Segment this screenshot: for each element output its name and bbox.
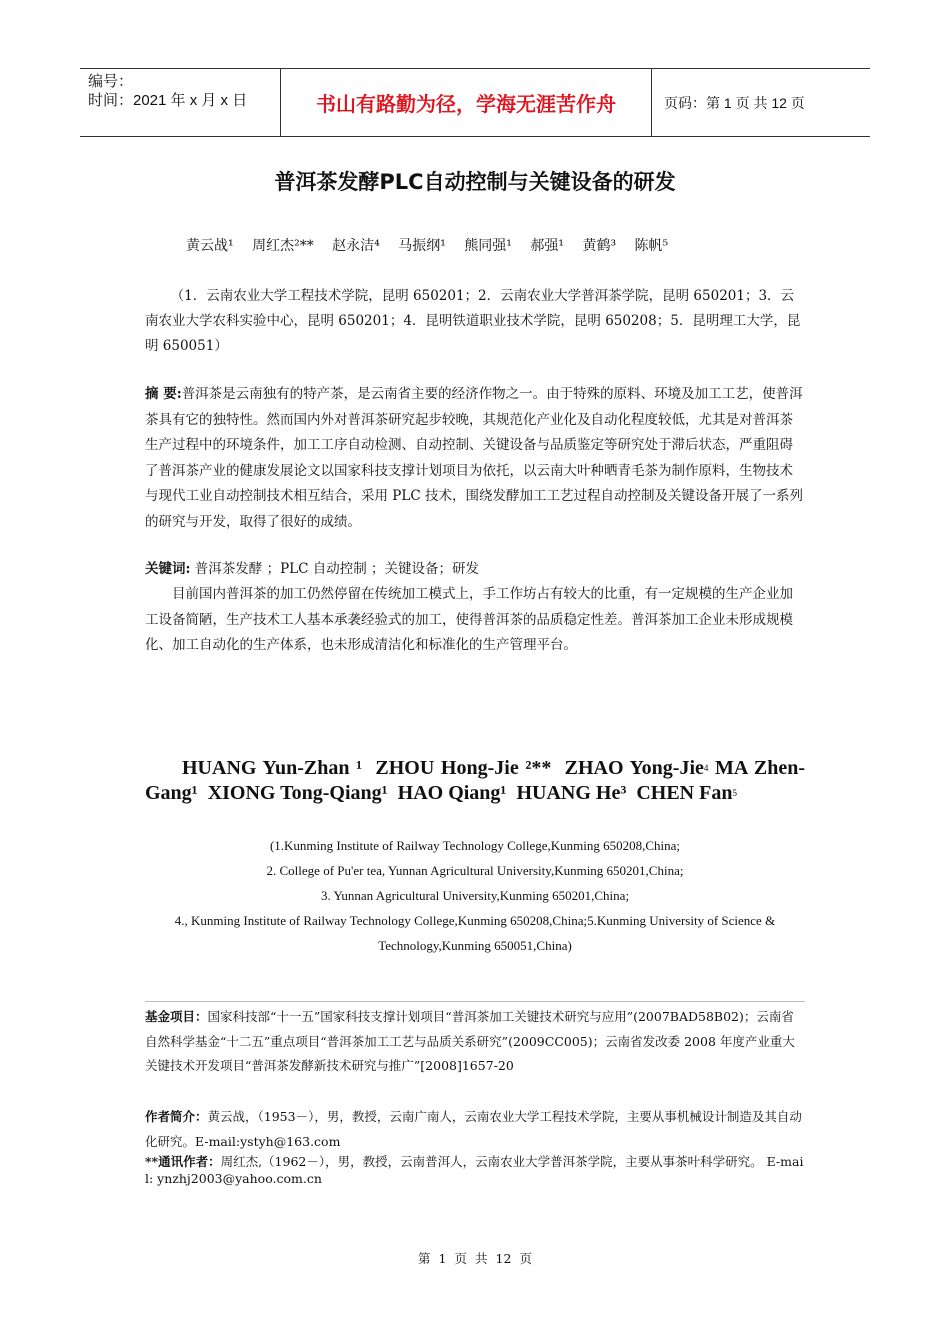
- paper-title: 普洱茶发酵PLC自动控制与关键设备的研发: [274, 170, 676, 194]
- english-affiliations: [145, 833, 805, 958]
- english-author: CHEN Fan: [636, 781, 733, 804]
- author-bio-note: [145, 1105, 805, 1154]
- header-page-code: 页码：第 1 页 共 12 页: [664, 94, 805, 111]
- english-affiliation-line: 4., Kunming Institute of Railway Technology College,Kunming 650208,China;5.Kunming University of Science & Technology,Kunming 650051,China): [174, 913, 776, 953]
- english-affiliation-line: 3. Yunnan Agricultural University,Kunming 650201,China;: [320, 888, 630, 903]
- keywords: [145, 557, 805, 582]
- document-time-label: 时间：2021 年 x 月 x 日: [88, 92, 248, 109]
- page-number-footer: [0, 1249, 950, 1267]
- header-motto: 书山有路勤为径，学海无涯苦作舟: [281, 69, 652, 136]
- english-author: HAO Qiang¹: [397, 781, 507, 804]
- document-header: [80, 68, 870, 137]
- english-author: ZHAO Yong-Jie: [564, 757, 704, 779]
- abstract: [145, 382, 805, 535]
- bio-text: 黄云战，（1953－），男，教授，云南广南人，云南农业大学工程技术学院，主要从事机械设计制造及其自动化研究。E-mail:ystyh@163.com: [145, 1109, 802, 1149]
- header-meta: [80, 69, 281, 136]
- english-author-list: [145, 756, 805, 805]
- corresponding-author-note: [145, 1153, 805, 1187]
- corr-label: **通讯作者：: [145, 1154, 221, 1169]
- keywords-text: 普洱茶发酵 ；PLC 自动控制 ；关键设备；研发: [194, 561, 480, 577]
- author-name: 黄云战¹: [186, 238, 234, 254]
- english-author: XIONG Tong-Qiang¹: [207, 781, 388, 804]
- abstract-label: 摘 要:: [145, 386, 182, 402]
- page-current: 1: [438, 1251, 447, 1266]
- english-author: HUANG Yun-Zhan ¹: [182, 757, 363, 779]
- author-name: 郝强¹: [530, 238, 565, 254]
- page-total: 12: [495, 1251, 512, 1266]
- keywords-label: 关键词:: [145, 561, 191, 577]
- author-name: 黄鹤³: [582, 238, 617, 254]
- author-name: 马振纲¹: [398, 238, 446, 254]
- english-author: ZHOU Hong-Jie ²**: [375, 757, 552, 779]
- fund-label: 基金项目：: [145, 1009, 208, 1024]
- author-name: 周红杰²**: [252, 238, 314, 254]
- page-word: 页: [519, 1251, 532, 1266]
- page-word: 共: [475, 1251, 488, 1266]
- author-list: [186, 235, 682, 255]
- document-number-label: 编号：: [88, 73, 134, 90]
- page-word: 第: [418, 1251, 431, 1266]
- intro-paragraph: 目前国内普洱茶的加工仍然停留在传统加工模式上，手工作坊占有较大的比重，有一定规模的生产企业加工设备简陋，生产技术工人基本承袭经验式的加工，使得普洱茶的品质稳定性差。普洱茶加工企业未形成规模化、加工自动化的生产体系，也未形成清洁化和标准化的生产管理平台。: [145, 586, 793, 653]
- author-name: 熊同强¹: [464, 238, 512, 254]
- english-author-sup: 4: [703, 763, 709, 773]
- bio-label: 作者简介：: [145, 1109, 208, 1124]
- page-word: 页: [454, 1251, 468, 1266]
- english-author: HUANG He³: [516, 781, 627, 804]
- footnote-divider: [145, 1001, 805, 1002]
- english-author: MA Zhen-Gang¹: [145, 757, 806, 804]
- author-name: 赵永洁⁴: [332, 238, 380, 254]
- affiliations-cn: （1．云南农业大学工程技术学院，昆明 650201；2．云南农业大学普洱茶学院，昆明 650201；3．云南农业大学农科实验中心，昆明 650201；4．昆明铁道职业技术学院，昆明 650208；5．昆明理工大学，昆明 650051）: [145, 288, 801, 354]
- corr-text: 周红杰,（1962－），男，教授，云南普洱人，云南农业大学普洱茶学院，主要从事茶叶科学研究。 E-mail: ynzhj2003@yahoo.com.cn: [145, 1154, 804, 1186]
- english-affiliation-line: (1.Kunming Institute of Railway Technology College,Kunming 650208,China;: [269, 838, 681, 853]
- fund-note: [145, 1005, 805, 1079]
- english-author-sup: 5: [732, 787, 737, 798]
- english-affiliation-line: 2. College of Pu'er tea, Yunnan Agricultural University,Kunming 650201,China;: [266, 863, 684, 878]
- fund-text: 国家科技部“十一五”国家科技支撑计划项目“普洱茶加工关键技术研究与应用”(2007BAD58B02)；云南省自然科学基金“十二五”重点项目“普洱茶加工工艺与品质关系研究”(2009CC005)；云南省发改委 2008 年度产业重大关键技术开发项目“普洱茶发酵新技术研究与推广”[2008]1657-20: [145, 1009, 795, 1073]
- abstract-text: 普洱茶是云南独有的特产茶，是云南省主要的经济作物之一。由于特殊的原料、环境及加工工艺，使普洱茶具有它的独特性。然而国内外对普洱茶研究起步较晚，其规范化产业化及自动化程度较低，尤其是对普洱茶生产过程中的环境条件，加工工序自动检测、自动控制、关键设备与品质鉴定等研究处于滞后状态，严重阻碍了普洱茶产业的健康发展论文以国家科技支撑计划项目为依托，以云南大叶种晒青毛茶为制作原料，生物技术与现代工业自动控制技术相互结合，采用 PLC 技术，围绕发酵加工工艺过程自动控制及关键设备开展了一系列的研究与开发，取得了很好的成绩。: [145, 386, 803, 530]
- author-name: 陈帆⁵: [634, 238, 669, 254]
